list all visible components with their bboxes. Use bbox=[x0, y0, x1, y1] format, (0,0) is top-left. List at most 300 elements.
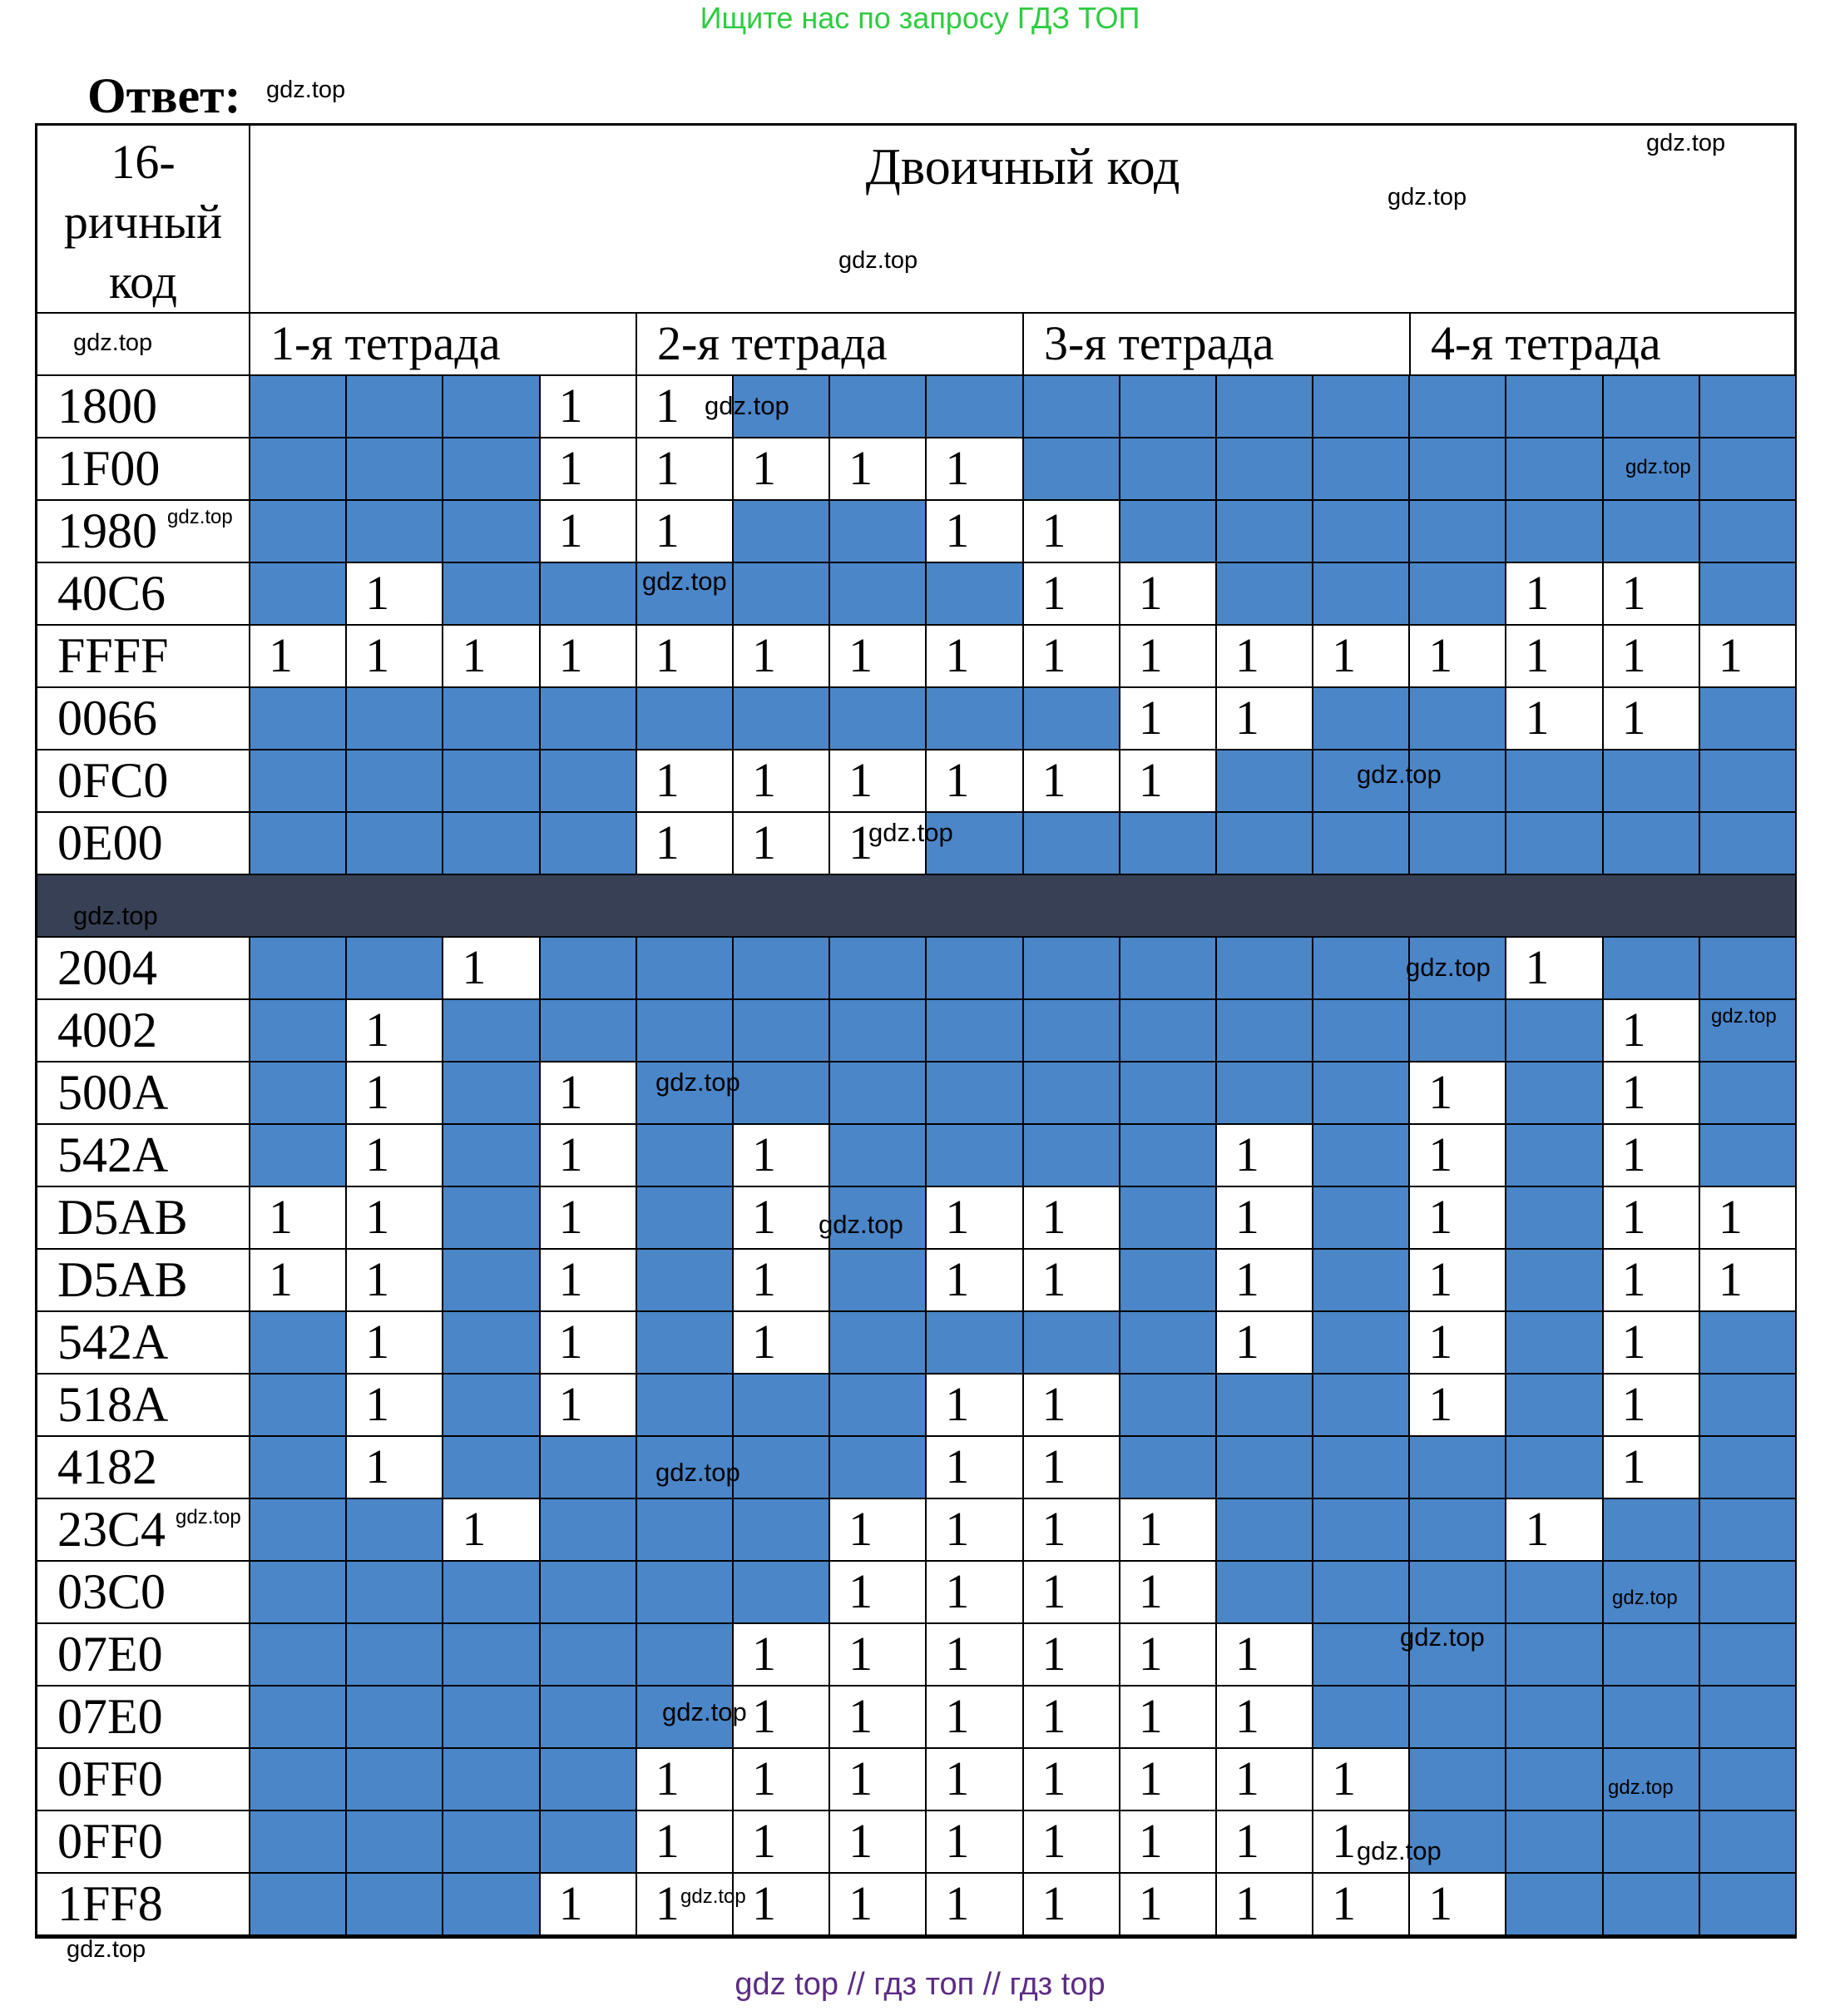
bit-cell bbox=[734, 438, 830, 501]
bit-cell bbox=[541, 1811, 637, 1874]
bit-cell bbox=[541, 1437, 637, 1499]
bit-cell bbox=[347, 1562, 443, 1624]
bit-one: 1 bbox=[365, 566, 390, 620]
bit-cell bbox=[347, 1250, 443, 1312]
bit-cell bbox=[734, 938, 830, 1000]
bit-one: 1 bbox=[1428, 1065, 1453, 1119]
bit-cell bbox=[250, 1749, 347, 1811]
bit-one: 1 bbox=[848, 1627, 873, 1681]
bit-cell bbox=[1410, 563, 1506, 626]
bit-cell bbox=[1217, 438, 1313, 501]
bit-one: 1 bbox=[751, 815, 776, 869]
bit-cell bbox=[1506, 1811, 1603, 1874]
bit-one: 1 bbox=[1234, 1689, 1259, 1743]
bit-one: 1 bbox=[751, 753, 776, 807]
bit-one: 1 bbox=[945, 1814, 970, 1868]
bit-one: 1 bbox=[1428, 1252, 1453, 1306]
bit-one: 1 bbox=[1428, 1127, 1453, 1181]
bit-one: 1 bbox=[945, 441, 970, 495]
bit-cell bbox=[541, 626, 637, 688]
watermark: gdz.top bbox=[655, 1067, 740, 1097]
hex-code-cell: 0FF0 bbox=[37, 1811, 250, 1874]
bit-cell bbox=[1120, 1437, 1217, 1499]
bit-cell bbox=[830, 1687, 927, 1749]
bit-one: 1 bbox=[1041, 753, 1066, 807]
bit-cell bbox=[1410, 1000, 1506, 1062]
bit-one: 1 bbox=[1234, 1751, 1259, 1805]
bit-cell bbox=[541, 1062, 637, 1125]
bit-cell bbox=[1700, 563, 1797, 626]
bit-one: 1 bbox=[462, 940, 487, 994]
bit-cell bbox=[443, 501, 540, 563]
hex-header-line-1: 16- bbox=[111, 135, 176, 189]
bit-cell bbox=[541, 1125, 637, 1187]
bit-cell bbox=[1120, 1811, 1217, 1874]
bit-cell bbox=[1217, 1687, 1313, 1749]
bit-cell bbox=[347, 1749, 443, 1811]
hex-code-cell: 07E0 bbox=[37, 1624, 250, 1687]
bit-one: 1 bbox=[1138, 1876, 1163, 1930]
bit-cell bbox=[250, 1062, 347, 1125]
bit-cell bbox=[1217, 1562, 1313, 1624]
bit-cell bbox=[1024, 688, 1120, 750]
bit-one: 1 bbox=[365, 1315, 390, 1369]
bit-one: 1 bbox=[558, 503, 583, 557]
hex-code-cell: 1FF8 bbox=[37, 1874, 250, 1936]
bit-one: 1 bbox=[751, 1127, 776, 1181]
bit-one: 1 bbox=[558, 1252, 583, 1306]
bit-cell bbox=[443, 376, 540, 438]
bit-cell bbox=[1410, 626, 1506, 688]
bit-cell bbox=[1313, 1687, 1410, 1749]
bit-cell bbox=[927, 1250, 1023, 1312]
bit-one: 1 bbox=[1234, 1190, 1259, 1244]
hex-code-cell: 518A bbox=[37, 1375, 250, 1437]
bit-cell bbox=[1120, 501, 1217, 563]
bit-one: 1 bbox=[1041, 1564, 1066, 1618]
bit-cell bbox=[1506, 1624, 1603, 1687]
bit-cell bbox=[443, 1687, 540, 1749]
bit-cell bbox=[734, 1624, 830, 1687]
bit-cell bbox=[830, 1250, 927, 1312]
watermark: gdz.top bbox=[642, 567, 727, 596]
bit-cell bbox=[347, 938, 443, 1000]
bit-cell bbox=[637, 938, 734, 1000]
bit-cell bbox=[541, 1562, 637, 1624]
bit-cell bbox=[1217, 1125, 1313, 1187]
bit-one: 1 bbox=[751, 1876, 776, 1930]
bit-cell bbox=[1700, 1437, 1797, 1499]
bit-cell bbox=[1410, 1437, 1506, 1499]
bit-one: 1 bbox=[558, 441, 583, 495]
bit-one: 1 bbox=[558, 1065, 583, 1119]
watermark: gdz.top bbox=[1406, 953, 1491, 982]
bit-one: 1 bbox=[1041, 1814, 1066, 1868]
bit-cell bbox=[1506, 1375, 1603, 1437]
bit-cell bbox=[1700, 626, 1797, 688]
bit-cell bbox=[1700, 1687, 1797, 1749]
bit-cell bbox=[830, 501, 927, 563]
bit-cell bbox=[1024, 1499, 1120, 1562]
bit-one: 1 bbox=[558, 1377, 583, 1431]
bit-cell bbox=[250, 688, 347, 750]
bit-one: 1 bbox=[365, 628, 390, 682]
bit-one: 1 bbox=[945, 1439, 970, 1493]
footer-links: gdz top // гдз топ // гдз top bbox=[735, 1967, 1105, 2002]
bit-one: 1 bbox=[1234, 1814, 1259, 1868]
bit-cell bbox=[1410, 1312, 1506, 1375]
bit-cell bbox=[830, 1062, 927, 1125]
hex-code-cell: 03C0 bbox=[37, 1562, 250, 1624]
bit-cell bbox=[1313, 688, 1410, 750]
bit-cell bbox=[541, 501, 637, 563]
bit-cell bbox=[1506, 1499, 1603, 1562]
bit-one: 1 bbox=[365, 1439, 390, 1493]
watermark: gdz.top bbox=[1608, 1776, 1674, 1799]
bit-cell bbox=[1700, 688, 1797, 750]
bit-cell bbox=[1604, 626, 1700, 688]
bit-one: 1 bbox=[1621, 1439, 1646, 1493]
bit-cell bbox=[250, 1562, 347, 1624]
bit-cell bbox=[637, 626, 734, 688]
bit-one: 1 bbox=[848, 753, 873, 807]
bit-cell bbox=[347, 1437, 443, 1499]
bit-cell bbox=[1506, 938, 1603, 1000]
bit-cell bbox=[1024, 813, 1120, 875]
bit-one: 1 bbox=[1041, 1689, 1066, 1743]
bit-one: 1 bbox=[945, 1564, 970, 1618]
bit-cell bbox=[1217, 813, 1313, 875]
bit-one: 1 bbox=[655, 753, 680, 807]
bit-cell bbox=[1217, 1375, 1313, 1437]
bit-cell bbox=[927, 688, 1023, 750]
bit-cell bbox=[1506, 563, 1603, 626]
bit-one: 1 bbox=[1041, 1190, 1066, 1244]
bit-cell bbox=[541, 1499, 637, 1562]
bit-one: 1 bbox=[1525, 566, 1550, 620]
bit-one: 1 bbox=[1138, 1627, 1163, 1681]
bit-cell bbox=[830, 1125, 927, 1187]
bit-one: 1 bbox=[1621, 1003, 1646, 1057]
hex-binary-table bbox=[35, 123, 1797, 1939]
bit-cell bbox=[1313, 1749, 1410, 1811]
bit-cell bbox=[1700, 1375, 1797, 1437]
bit-one: 1 bbox=[751, 1190, 776, 1244]
bit-cell bbox=[1313, 1312, 1410, 1375]
bit-cell bbox=[734, 688, 830, 750]
bit-cell bbox=[734, 1250, 830, 1312]
bit-cell bbox=[1313, 1125, 1410, 1187]
bit-cell bbox=[734, 1811, 830, 1874]
bit-one: 1 bbox=[1332, 628, 1357, 682]
bit-cell bbox=[1604, 1250, 1700, 1312]
bit-one: 1 bbox=[848, 1689, 873, 1743]
bit-cell bbox=[830, 1437, 927, 1499]
bit-cell bbox=[1217, 1000, 1313, 1062]
bit-one: 1 bbox=[1525, 691, 1550, 745]
bit-cell bbox=[1217, 501, 1313, 563]
bit-cell bbox=[1120, 1312, 1217, 1375]
bit-one: 1 bbox=[1041, 1627, 1066, 1681]
bit-one: 1 bbox=[1621, 1127, 1646, 1181]
hex-code-cell: D5AB bbox=[37, 1187, 250, 1250]
bit-cell bbox=[1313, 1437, 1410, 1499]
bit-cell bbox=[734, 1125, 830, 1187]
bit-cell bbox=[1024, 626, 1120, 688]
bit-one: 1 bbox=[365, 1377, 390, 1431]
watermark: gdz.top bbox=[1646, 130, 1726, 156]
bit-cell bbox=[1700, 813, 1797, 875]
bit-cell bbox=[1506, 688, 1603, 750]
bit-cell bbox=[443, 1437, 540, 1499]
bit-cell bbox=[1410, 1375, 1506, 1437]
bit-one: 1 bbox=[751, 1627, 776, 1681]
bit-cell bbox=[830, 1811, 927, 1874]
bit-cell bbox=[1217, 1062, 1313, 1125]
bit-cell bbox=[541, 438, 637, 501]
bit-cell bbox=[927, 1874, 1023, 1936]
bit-cell bbox=[1604, 750, 1700, 813]
bit-one: 1 bbox=[269, 628, 293, 682]
watermark: gdz.top bbox=[176, 1506, 241, 1528]
bit-cell bbox=[1120, 938, 1217, 1000]
bit-cell bbox=[1700, 1811, 1797, 1874]
bit-cell bbox=[734, 1062, 830, 1125]
bit-one: 1 bbox=[1621, 628, 1646, 682]
bit-cell bbox=[443, 1499, 540, 1562]
bit-one: 1 bbox=[365, 1065, 390, 1119]
bit-one: 1 bbox=[945, 1876, 970, 1930]
bit-cell bbox=[250, 1499, 347, 1562]
bit-one: 1 bbox=[1428, 1315, 1453, 1369]
bit-one: 1 bbox=[751, 1814, 776, 1868]
bit-cell bbox=[1700, 1624, 1797, 1687]
bit-cell bbox=[250, 938, 347, 1000]
hex-header-line-3: код bbox=[108, 255, 178, 309]
bit-cell bbox=[830, 688, 927, 750]
bit-cell bbox=[443, 1312, 540, 1375]
bit-cell bbox=[1024, 1375, 1120, 1437]
bit-cell bbox=[443, 1187, 540, 1250]
bit-one: 1 bbox=[1234, 1876, 1259, 1930]
bit-cell bbox=[541, 1187, 637, 1250]
bit-cell bbox=[1604, 1062, 1700, 1125]
bit-one: 1 bbox=[1332, 1814, 1357, 1868]
bit-one: 1 bbox=[1428, 1876, 1453, 1930]
bit-cell bbox=[1604, 688, 1700, 750]
bit-cell bbox=[1506, 1062, 1603, 1125]
bit-cell bbox=[1410, 1125, 1506, 1187]
bit-cell bbox=[1313, 938, 1410, 1000]
bit-cell bbox=[1120, 1749, 1217, 1811]
bit-one: 1 bbox=[1138, 691, 1163, 745]
bit-cell bbox=[1024, 1811, 1120, 1874]
bit-cell bbox=[443, 688, 540, 750]
bit-cell bbox=[1604, 1811, 1700, 1874]
bit-cell bbox=[1024, 1062, 1120, 1125]
bit-cell bbox=[1024, 1000, 1120, 1062]
bit-cell bbox=[541, 1874, 637, 1936]
bit-cell bbox=[347, 501, 443, 563]
bit-one: 1 bbox=[1525, 940, 1550, 994]
bit-cell bbox=[541, 938, 637, 1000]
bit-cell bbox=[541, 1749, 637, 1811]
bit-cell bbox=[1313, 1187, 1410, 1250]
hex-header-line-2: ричный bbox=[63, 195, 223, 249]
bit-cell bbox=[1024, 1687, 1120, 1749]
bit-cell bbox=[734, 1187, 830, 1250]
bit-cell bbox=[1604, 1624, 1700, 1687]
bit-cell bbox=[250, 1687, 347, 1749]
bit-one: 1 bbox=[1234, 628, 1259, 682]
bit-cell bbox=[830, 750, 927, 813]
bit-cell bbox=[1024, 563, 1120, 626]
bit-cell bbox=[927, 626, 1023, 688]
bit-cell bbox=[1024, 1437, 1120, 1499]
bit-cell bbox=[927, 1125, 1023, 1187]
bit-cell bbox=[1313, 438, 1410, 501]
bit-one: 1 bbox=[1041, 566, 1066, 620]
bit-cell bbox=[443, 1250, 540, 1312]
bit-cell bbox=[1506, 750, 1603, 813]
hex-code-cell: 40C6 bbox=[37, 563, 250, 626]
tetrad-3-header: 3-я тетрада bbox=[1024, 314, 1411, 376]
bit-cell bbox=[734, 1499, 830, 1562]
bit-cell bbox=[1120, 1250, 1217, 1312]
bit-cell bbox=[1700, 1187, 1797, 1250]
bit-cell bbox=[1700, 1125, 1797, 1187]
bit-cell bbox=[1604, 1874, 1700, 1936]
bit-cell bbox=[1217, 1312, 1313, 1375]
bit-cell bbox=[250, 1312, 347, 1375]
bit-cell bbox=[1120, 438, 1217, 501]
hex-code-cell: 4002 bbox=[37, 1000, 250, 1062]
bit-cell bbox=[347, 626, 443, 688]
bit-cell bbox=[830, 438, 927, 501]
bit-cell bbox=[637, 1125, 734, 1187]
bit-cell bbox=[637, 1749, 734, 1811]
bit-cell bbox=[1024, 750, 1120, 813]
watermark: gdz.top bbox=[1357, 760, 1442, 789]
hex-code-cell: 07E0 bbox=[37, 1687, 250, 1749]
bit-cell bbox=[927, 1562, 1023, 1624]
bit-cell bbox=[1604, 1499, 1700, 1562]
bit-cell bbox=[637, 1250, 734, 1312]
bit-cell bbox=[927, 1375, 1023, 1437]
watermark: gdz.top bbox=[167, 506, 233, 528]
bit-cell bbox=[1217, 750, 1313, 813]
bit-cell bbox=[443, 1375, 540, 1437]
bit-cell bbox=[1506, 1874, 1603, 1936]
bit-cell bbox=[1120, 1125, 1217, 1187]
bit-cell bbox=[637, 1811, 734, 1874]
bit-cell bbox=[734, 501, 830, 563]
bit-cell bbox=[830, 1749, 927, 1811]
bit-one: 1 bbox=[269, 1190, 293, 1244]
bit-cell bbox=[250, 1000, 347, 1062]
bit-one: 1 bbox=[848, 815, 873, 869]
bit-cell bbox=[347, 1312, 443, 1375]
bit-cell bbox=[1700, 1250, 1797, 1312]
bit-cell bbox=[734, 813, 830, 875]
bit-one: 1 bbox=[1138, 1502, 1163, 1556]
bit-one: 1 bbox=[751, 1315, 776, 1369]
watermark: gdz.top bbox=[680, 1885, 746, 1908]
bit-one: 1 bbox=[751, 441, 776, 495]
bit-cell bbox=[734, 626, 830, 688]
bit-cell bbox=[1024, 1624, 1120, 1687]
bit-cell bbox=[927, 1499, 1023, 1562]
bit-cell bbox=[637, 813, 734, 875]
bit-cell bbox=[830, 1000, 927, 1062]
bit-one: 1 bbox=[1621, 1315, 1646, 1369]
bit-cell bbox=[250, 1187, 347, 1250]
tetrad-4-header: 4-я тетрада bbox=[1411, 314, 1797, 376]
bit-cell bbox=[443, 750, 540, 813]
bit-one: 1 bbox=[945, 1190, 970, 1244]
bit-cell bbox=[1024, 1250, 1120, 1312]
bit-cell bbox=[927, 750, 1023, 813]
bit-cell bbox=[1217, 688, 1313, 750]
bit-cell bbox=[1313, 626, 1410, 688]
bit-cell bbox=[1506, 1437, 1603, 1499]
bit-cell bbox=[734, 1874, 830, 1936]
bit-cell bbox=[1024, 438, 1120, 501]
bit-cell bbox=[927, 1062, 1023, 1125]
bit-cell bbox=[1024, 1187, 1120, 1250]
bit-cell bbox=[734, 1749, 830, 1811]
bit-one: 1 bbox=[365, 1003, 390, 1057]
bit-one: 1 bbox=[751, 1252, 776, 1306]
hex-code-cell: 542A bbox=[37, 1312, 250, 1375]
bit-one: 1 bbox=[1332, 1876, 1357, 1930]
bit-cell bbox=[1410, 376, 1506, 438]
bit-cell bbox=[1410, 438, 1506, 501]
bit-cell bbox=[637, 750, 734, 813]
bit-cell bbox=[250, 750, 347, 813]
bit-cell bbox=[927, 1437, 1023, 1499]
bit-one: 1 bbox=[1621, 1190, 1646, 1244]
bit-cell bbox=[1120, 688, 1217, 750]
bit-cell bbox=[541, 688, 637, 750]
bit-cell bbox=[637, 688, 734, 750]
bit-cell bbox=[541, 1375, 637, 1437]
bit-cell bbox=[1410, 1250, 1506, 1312]
bit-cell bbox=[927, 938, 1023, 1000]
bit-cell bbox=[830, 563, 927, 626]
watermark: gdz.top bbox=[1357, 1836, 1442, 1865]
bit-cell bbox=[1410, 1499, 1506, 1562]
bit-one: 1 bbox=[1718, 628, 1743, 682]
bit-one: 1 bbox=[655, 379, 680, 433]
bit-one: 1 bbox=[1621, 566, 1646, 620]
hex-code-cell: 1F00 bbox=[37, 438, 250, 501]
bit-cell bbox=[347, 1624, 443, 1687]
bit-cell bbox=[1313, 1062, 1410, 1125]
bit-cell bbox=[734, 563, 830, 626]
bit-one: 1 bbox=[945, 1627, 970, 1681]
bit-cell bbox=[1217, 1811, 1313, 1874]
top-banner: Ищите нас по запросу ГДЗ ТОП bbox=[700, 1, 1140, 35]
answer-label: Ответ: bbox=[87, 68, 241, 123]
bit-cell bbox=[1120, 1687, 1217, 1749]
bit-cell bbox=[250, 501, 347, 563]
bit-one: 1 bbox=[558, 628, 583, 682]
bit-cell bbox=[1313, 1499, 1410, 1562]
bit-one: 1 bbox=[751, 1751, 776, 1805]
bit-one: 1 bbox=[1428, 628, 1453, 682]
bit-cell bbox=[1024, 1562, 1120, 1624]
